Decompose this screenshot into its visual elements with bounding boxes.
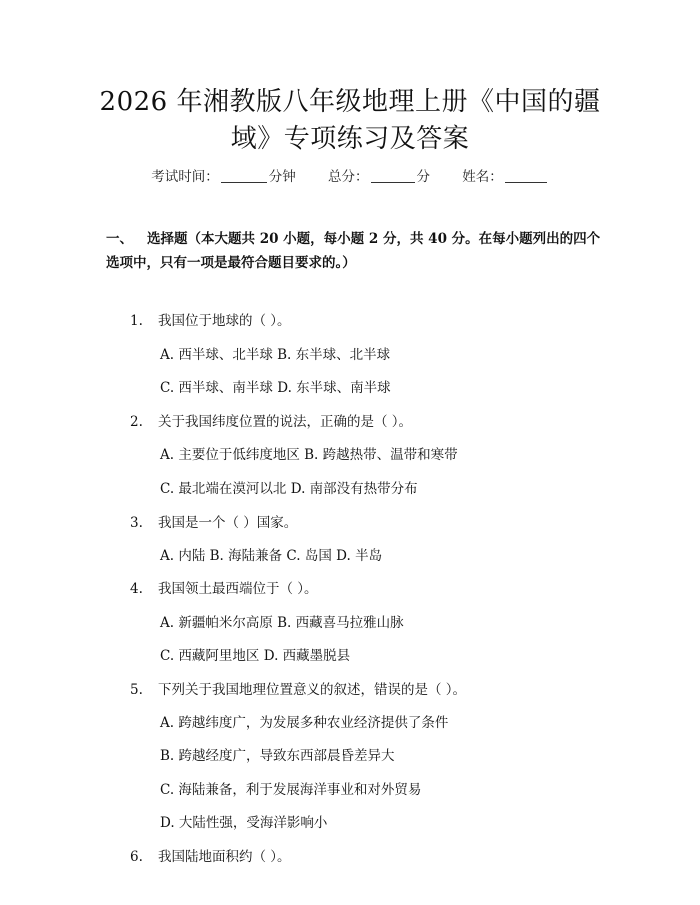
question-5-option-a: A. 跨越纬度广，为发展多种农业经济提供了条件 bbox=[160, 715, 449, 731]
question-number: 6. bbox=[130, 849, 143, 865]
question-text: 我国位于地球的（ ）。 bbox=[158, 313, 291, 329]
section-number: 一、 bbox=[106, 231, 133, 247]
exam-score bbox=[328, 168, 430, 186]
exam-score-blank[interactable] bbox=[371, 168, 415, 183]
section-heading bbox=[106, 227, 611, 275]
question-5 bbox=[130, 681, 466, 699]
question-number: 1. bbox=[130, 313, 143, 329]
exam-time-blank[interactable] bbox=[221, 168, 267, 183]
question-6 bbox=[130, 848, 291, 866]
student-name-label: 姓名： bbox=[462, 169, 503, 185]
question-1-options-line-2: C. 西半球、南半球 D. 东半球、南半球 bbox=[160, 380, 391, 396]
exam-score-label: 总分： bbox=[328, 169, 369, 185]
question-5-option-d: D. 大陆性强，受海洋影响小 bbox=[160, 815, 328, 831]
section-instructions: 选择题（本大题共 20 小题，每小题 2 分，共 40 分。在每小题列出的四个选项中，只有一项是最符合题目要求的。） bbox=[106, 231, 601, 271]
exam-time-unit: 分钟 bbox=[268, 169, 296, 185]
question-text: 我国是一个（ ）国家。 bbox=[158, 515, 298, 531]
question-4 bbox=[130, 580, 318, 598]
question-number: 3. bbox=[130, 515, 143, 531]
question-2 bbox=[130, 413, 412, 431]
document-title-line-1: 2026 年湘教版八年级地理上册《中国的疆 bbox=[99, 87, 601, 117]
question-4-options-line-1: A. 新疆帕米尔高原 B. 西藏喜马拉雅山脉 bbox=[160, 615, 404, 631]
document-title-line-2: 域》专项练习及答案 bbox=[230, 124, 470, 154]
exam-time-label: 考试时间： bbox=[151, 169, 219, 185]
question-text: 关于我国纬度位置的说法，正确的是（ ）。 bbox=[158, 414, 413, 430]
exam-time bbox=[151, 168, 296, 186]
question-3 bbox=[130, 514, 297, 532]
question-4-options-line-2: C. 西藏阿里地区 D. 西藏墨脱县 bbox=[160, 648, 351, 664]
question-number: 5. bbox=[130, 682, 143, 698]
question-5-option-c: C. 海陆兼备，利于发展海洋事业和对外贸易 bbox=[160, 782, 422, 798]
student-name bbox=[462, 168, 549, 186]
question-3-options-line-1: A. 内陆 B. 海陆兼备 C. 岛国 D. 半岛 bbox=[160, 548, 383, 564]
question-2-options-line-2: C. 最北端在漠河以北 D. 南部没有热带分布 bbox=[160, 481, 418, 497]
question-text: 我国陆地面积约（ ）。 bbox=[158, 849, 291, 865]
question-text: 我国领土最西端位于（ ）。 bbox=[158, 581, 318, 597]
question-number: 2. bbox=[130, 414, 143, 430]
question-5-option-b: B. 跨越经度广，导致东西部晨昏差异大 bbox=[160, 748, 395, 764]
exam-info-row bbox=[0, 168, 700, 186]
question-text: 下列关于我国地理位置意义的叙述，错误的是（ ）。 bbox=[158, 682, 467, 698]
question-1 bbox=[130, 312, 291, 330]
exam-score-unit: 分 bbox=[416, 169, 430, 185]
question-number: 4. bbox=[130, 581, 143, 597]
question-2-options-line-1: A. 主要位于低纬度地区 B. 跨越热带、温带和寒带 bbox=[160, 447, 458, 463]
student-name-blank[interactable] bbox=[505, 168, 547, 183]
question-1-options-line-1: A. 西半球、北半球 B. 东半球、北半球 bbox=[160, 347, 391, 363]
